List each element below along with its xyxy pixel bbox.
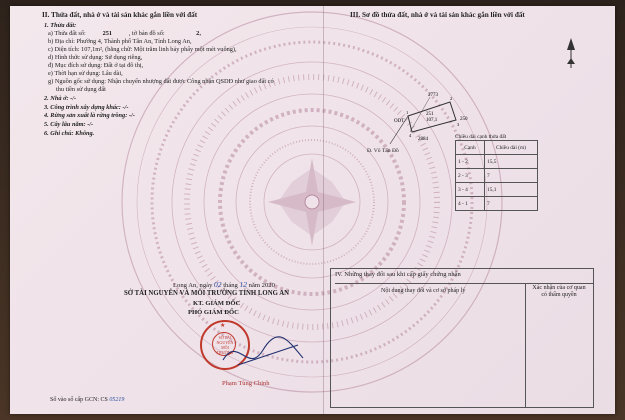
edge-cell: 3 - 4 <box>456 183 485 197</box>
changes-col-confirm-label: Xác nhận của cơ quan có thẩm quyền <box>532 285 586 298</box>
issuing-agency: SỞ TÀI NGUYÊN VÀ MÔI TRƯỜNG TỈNH LONG AN <box>124 290 290 297</box>
for-director: KT. GIÁM ĐỐC <box>193 300 241 307</box>
neighbor-right: 250 <box>460 117 468 122</box>
table-row <box>456 169 538 183</box>
parcel-area-sketch: 107,1 <box>426 118 438 123</box>
length-cell: 15,5 <box>485 155 538 169</box>
deputy-director-title: PHÓ GIÁM ĐỐC <box>188 309 239 316</box>
center-fold <box>323 6 324 414</box>
date-month-label: tháng <box>223 282 238 289</box>
date-day: 02 <box>214 280 222 289</box>
map-sheet-label: , tờ bản đồ số: <box>128 30 165 37</box>
changes-col-content <box>335 283 526 302</box>
edge-cell: 2 - 3 <box>456 169 485 183</box>
length-cell: 7 <box>485 197 538 211</box>
road-label: Đ. Võ Tấn Đồ <box>367 148 399 154</box>
parcel-label-sketch: 251 <box>426 112 434 117</box>
land-heading: 1. Thửa đất: <box>44 22 77 29</box>
length-cell: 7 <box>485 169 538 183</box>
serial-label: Số vào sổ cấp GCN: CS <box>50 397 108 403</box>
changes-col-content-label: Nội dung thay đổi và cơ sở pháp lý <box>381 288 466 294</box>
signer-name: Phạm Tùng Chinh <box>222 380 270 387</box>
changes-divider <box>525 301 526 407</box>
section-iii-title: III. Sơ đồ thửa đất, nhà ở và tài sản khác gắn liền với đất <box>350 11 525 19</box>
notes-item: 6. Ghi chú: Không. <box>44 130 95 137</box>
section-ii-title: II. Thửa đất, nhà ở và tài sản khác gắn liền với đất <box>42 11 198 19</box>
area: c) Diện tích: 107,1m², (bằng chữ: Một trăm linh bảy phẩy một mét vuông), <box>48 46 237 53</box>
serial-number <box>50 397 124 403</box>
seal-text: SỞ TÀI NGUYÊN MÔI TRƯỜNG <box>216 335 234 355</box>
usage-term: e) Thời hạn sử dụng: Lâu dài, <box>48 70 123 77</box>
changes-title: IV. Những thay đổi sau khi cấp giấy chứng nhận <box>335 271 461 278</box>
date-year: năm 2020 <box>248 282 275 289</box>
length-cell: 15,1 <box>485 183 538 197</box>
edge-cell: 4 - 1 <box>456 197 485 211</box>
table-header: Chiều dài (m) <box>485 141 538 155</box>
serial-value: 05219 <box>109 397 125 403</box>
corner-3: 3 <box>457 122 460 127</box>
north-arrow-icon <box>564 36 578 70</box>
length-table-caption: Chiều dài cạnh thửa đất <box>455 134 507 140</box>
construction-item: 3. Công trình xây dựng khác: -/- <box>44 104 129 111</box>
changes-col-confirm <box>525 283 593 302</box>
corner-2: 2 <box>450 96 453 101</box>
perennial-item: 5. Cây lâu năm: -/- <box>44 121 94 128</box>
date-month: 12 <box>239 280 248 289</box>
usage-purpose: đ) Mục đích sử dụng: Đất ở tại đô thị, <box>48 62 144 69</box>
table-header: Cạnh <box>456 141 485 155</box>
map-sheet-number: 2, <box>196 30 201 37</box>
parcel-row <box>48 30 201 38</box>
issue-date <box>173 280 275 289</box>
corner-1: 1 <box>406 110 409 115</box>
table-row <box>456 155 538 169</box>
usage-origin-line-1: g) Nguồn gốc sử dụng: Nhận chuyển nhượng đất được Công nhận QSDĐ như giao đất có <box>48 78 274 85</box>
corner-4: 4 <box>409 133 412 138</box>
edge-cell: 1 - 2 <box>456 155 485 169</box>
forest-item: 4. Rừng sản xuất là rừng trồng: -/- <box>44 112 135 119</box>
neighbor-top: 2773 <box>428 93 438 98</box>
usage-form: d) Hình thức sử dụng: Sử dụng riêng, <box>48 54 143 61</box>
table-row <box>456 197 538 211</box>
parcel-label: a) Thửa đất số: <box>48 30 86 37</box>
usage-origin-line-2: thu tiền sử dụng đất <box>56 86 106 93</box>
star-icon: ★ <box>220 323 226 329</box>
table-header-row <box>456 141 538 155</box>
edge-length-table <box>455 140 538 211</box>
date-prefix: Long An, ngày <box>173 282 213 289</box>
address: b) Địa chỉ: Phường 4, Thành phố Tân An, Tỉnh Long An, <box>48 38 192 45</box>
land-type-code: ODT <box>394 119 405 124</box>
table-row <box>456 183 538 197</box>
neighbor-bottom: 2884 <box>418 137 428 142</box>
parcel-number: 251 <box>102 30 113 37</box>
changes-section <box>330 268 594 408</box>
signature-mark <box>218 330 308 380</box>
house-item: 2. Nhà ở: -/- <box>44 95 77 102</box>
